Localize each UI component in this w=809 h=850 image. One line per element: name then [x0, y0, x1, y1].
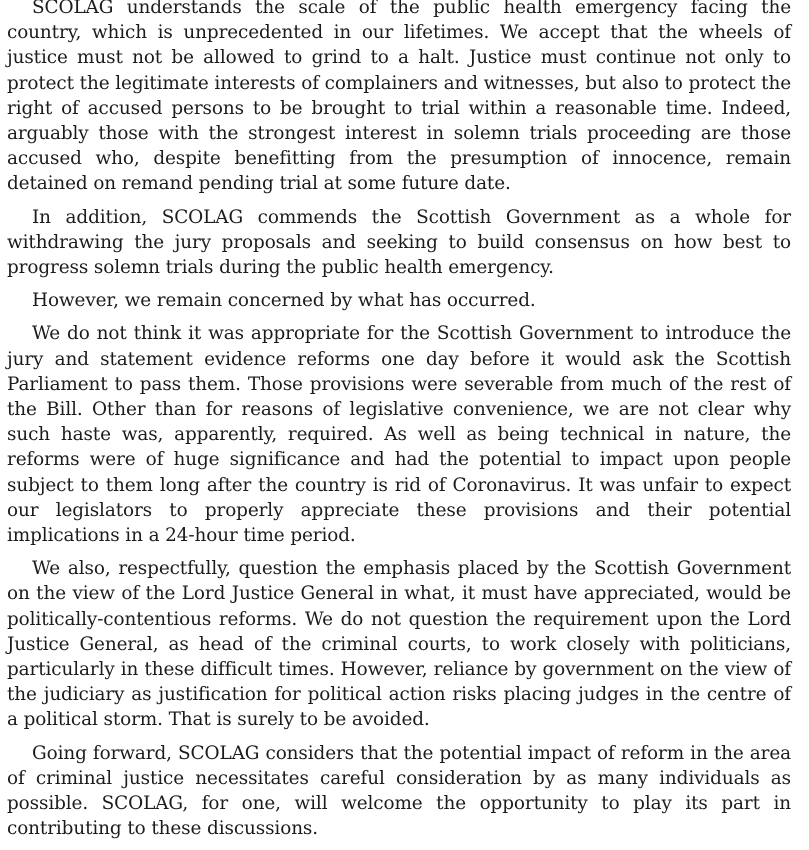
paragraph-public-health-emergency: SCOLAG understands the scale of the public health emergency facing the country, which is unprecedented in our lifetimes. We accept that the wheels of justice must not be allowed to grind to a halt. Justice must continue not only to protect the legitimate interests of complainers and witnesses, but also to protect the right of accused persons to be brought to trial within a reasonable time. Indeed, arguably those with the strongest interest in solemn trials proceeding are those accused who, despite benefitting from the presumption of innocence, remain detained on remand pending trial at some future date.: [7, 0, 791, 195]
paragraph-reform-timing: We do not think it was appropriate for the Scottish Government to introduce the jury and statement evidence reforms one day before it would ask the Scottish Parliament to pass them. Those provisions were severable from much of the rest of the Bill. Other than for reasons of legislative convenience, we are not clear why such haste was, apparently, required. As well as being technical in nature, the reforms were of huge significance and had the potential to impact upon people subject to them long after the country is rid of Coronavirus. It was unfair to expect our legislators to properly appreciate these provisions and their potential implications in a 24-hour time period.: [7, 323, 791, 547]
paragraph-commends-government: In addition, SCOLAG commends the Scottish Government as a whole for withdrawing the jury proposals and seeking to build consensus on how best to progress solemn trials during the public health emergency.: [7, 206, 791, 279]
paragraph-remain-concerned: However, we remain concerned by what has occurred.: [32, 290, 536, 312]
paragraph-lord-justice-general: We also, respectfully, question the emphasis placed by the Scottish Government on the view of the Lord Justice General in what, it must have appreciated, would be politically-contentious reforms. We do not question the requirement upon the Lord Justice General, as head of the criminal courts, to work closely with politicians, particularly in these difficult times. However, reliance by government on the view of the judiciary as justification for political action risks placing judges in the centre of a political storm. That is surely to be avoided.: [7, 558, 791, 731]
paragraph-going-forward: Going forward, SCOLAG considers that the potential impact of reform in the area of criminal justice necessitates careful consideration by as many individuals as possible. SCOLAG, for one, will welcome the opportunity to play its part in contributing to these discussions.: [7, 742, 791, 840]
document-body: [7, 0, 791, 850]
